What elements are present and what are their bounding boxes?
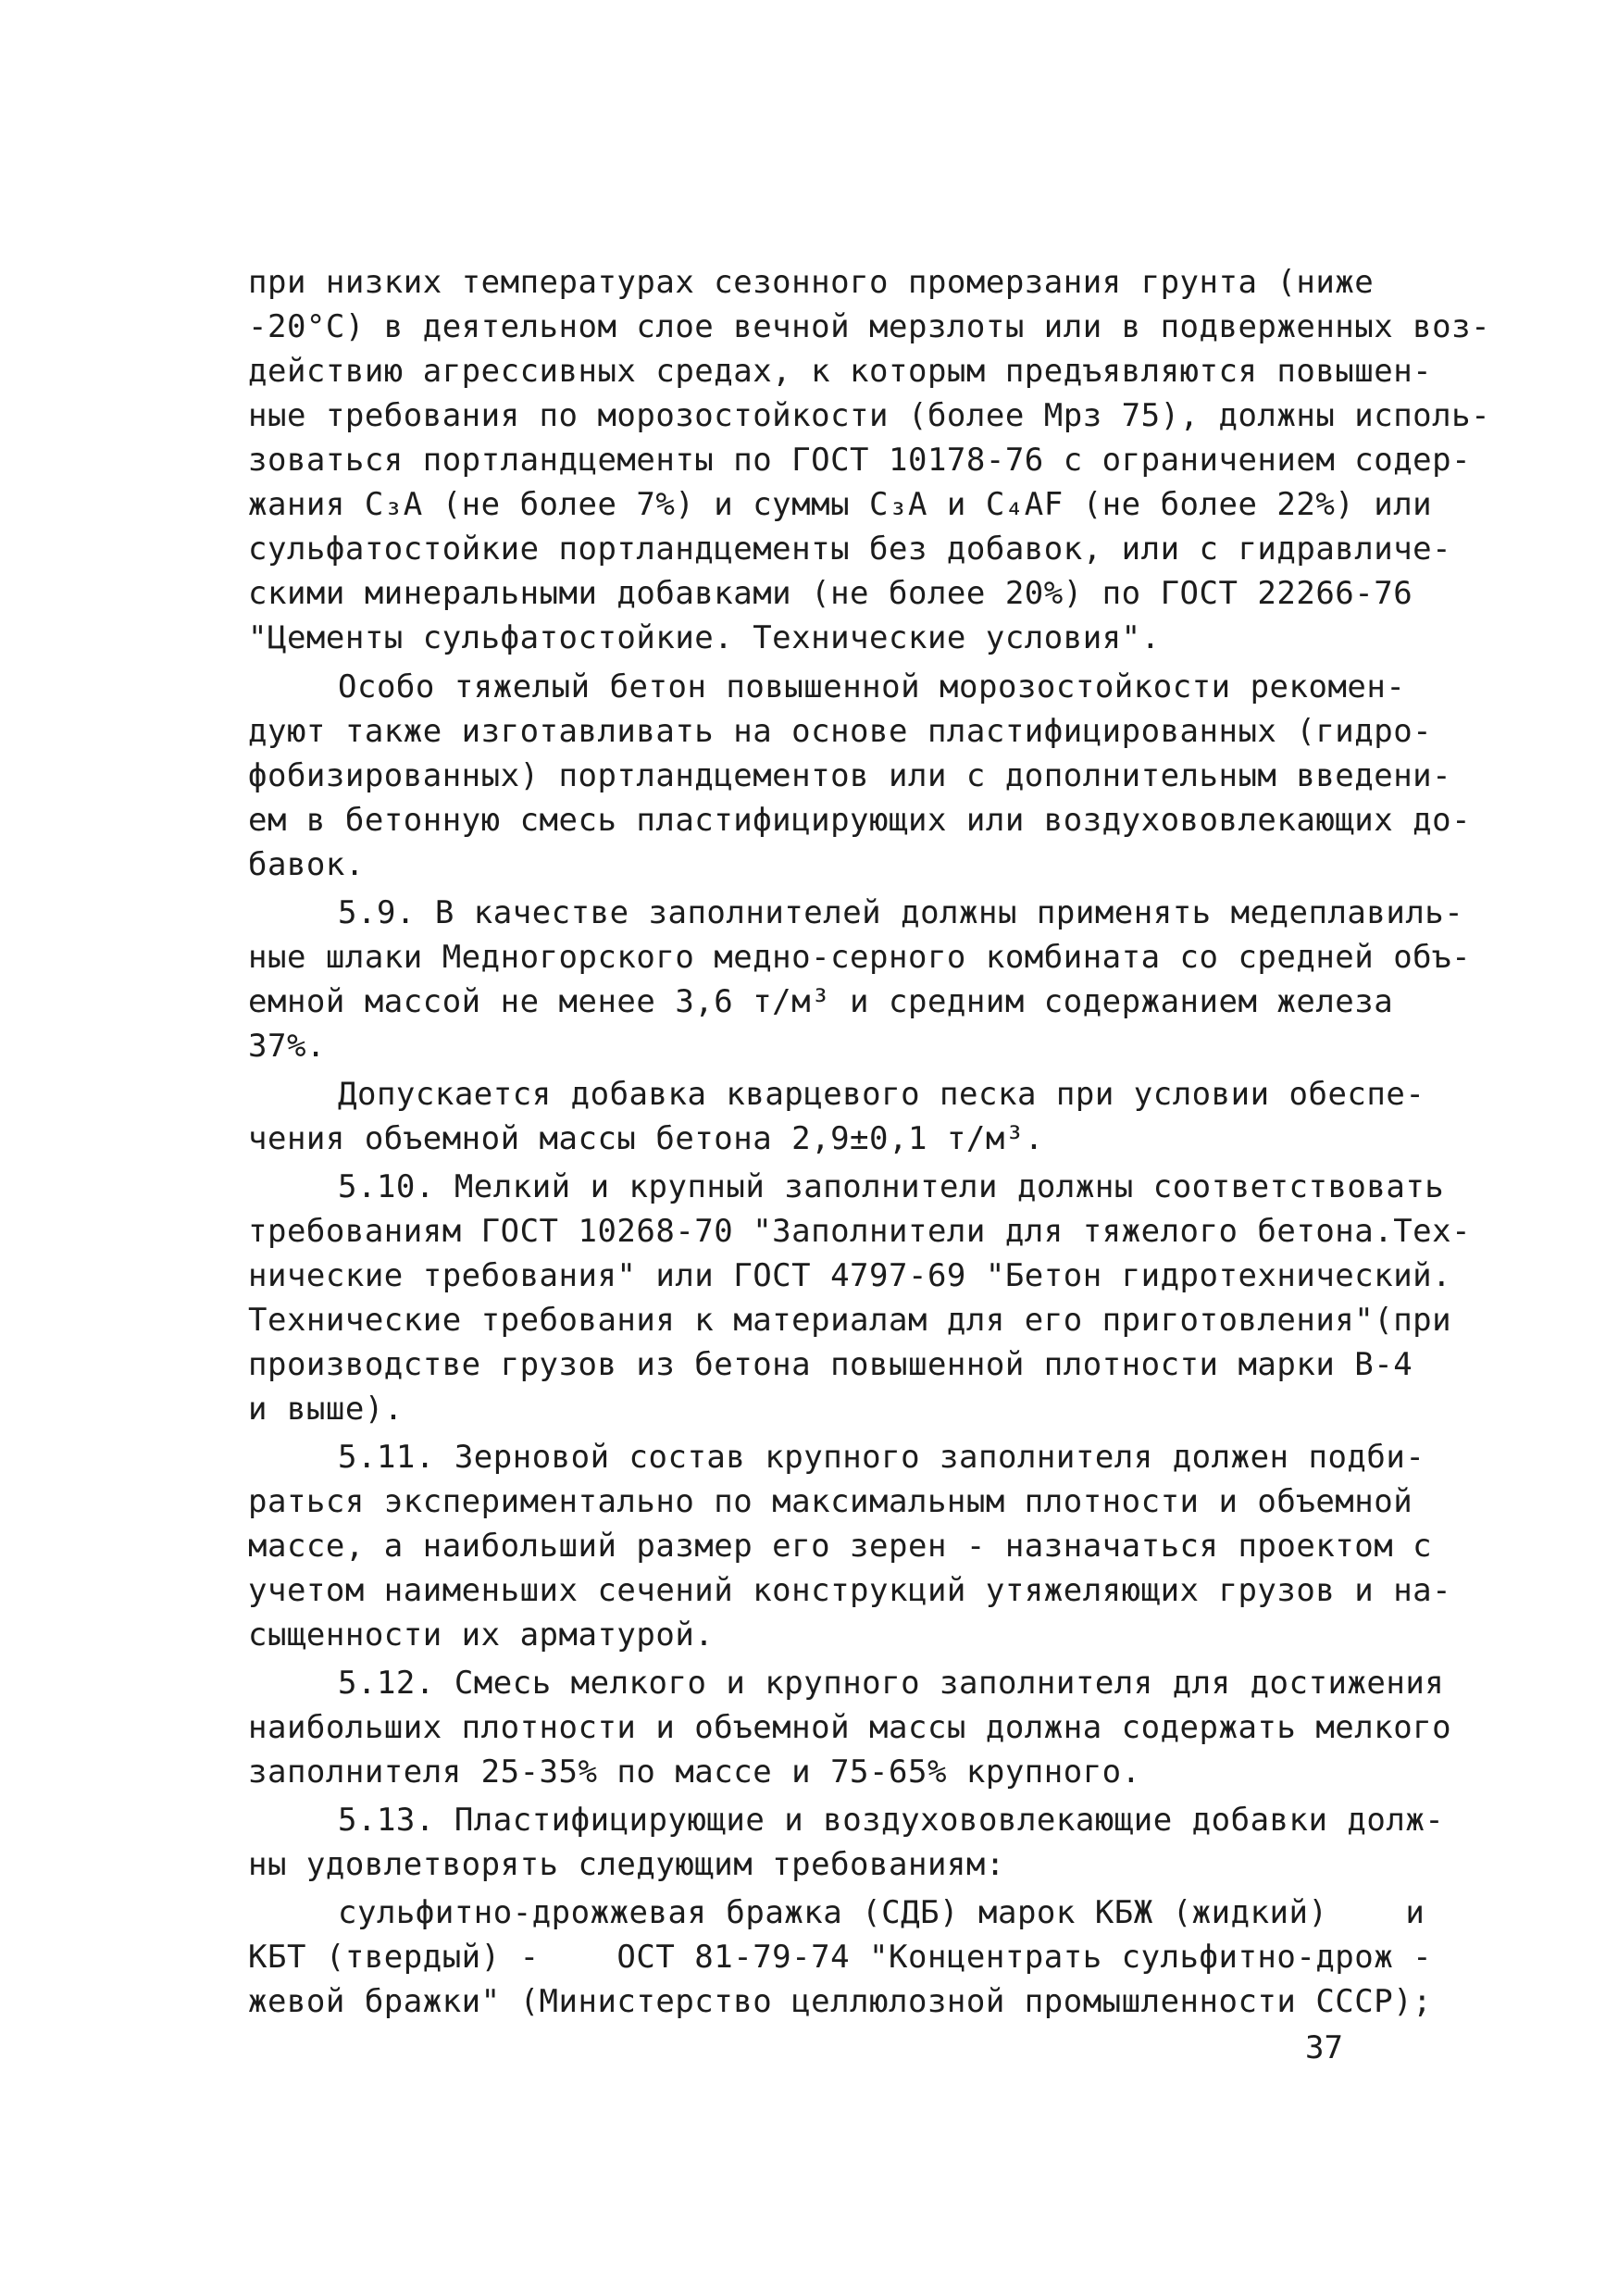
text-line: нические требования" или ГОСТ 4797-69 "Бетон гидротехнический.: [248, 1257, 1452, 1294]
text-line: бавок.: [248, 846, 365, 883]
text-line: фобизированных) портландцементов или с дополнительным введени-: [248, 757, 1452, 794]
text-line: учетом наименьших сечений конструкций утяжеляющих грузов и на-: [248, 1572, 1452, 1609]
text-line: Особо тяжелый бетон повышенной морозостойкости рекомен-: [338, 668, 1406, 705]
text-line: наибольших плотности и объемной массы должна содержать мелкого: [248, 1709, 1452, 1746]
text-line: скими минеральными добавками (не более 20%) по ГОСТ 22266-76: [248, 575, 1413, 612]
text-line: 5.13. Пластифицирующие и воздухововлекающие добавки долж-: [338, 1802, 1445, 1839]
text-line: раться экспериментально по максимальным плотности и объемной: [248, 1483, 1413, 1520]
text-line: КБТ (твердый) - ОСТ 81-79-74 "Концентрать сульфитно-дрож -: [248, 1939, 1433, 1976]
text-line: жания С₃А (не более 7%) и суммы С₃А и С₄АF (не более 22%) или: [248, 486, 1433, 523]
text-line: 37%.: [248, 1028, 326, 1065]
text-line: Допускается добавка кварцевого песка при условии обеспе-: [338, 1076, 1425, 1113]
text-line: чения объемной массы бетона 2,9±0,1 т/м³.: [248, 1120, 1044, 1157]
text-line: зоваться портландцементы по ГОСТ 10178-76 с ограничением содер-: [248, 442, 1472, 479]
page-number: 37: [1305, 2029, 1343, 2066]
text-line: массе, а наибольший размер его зерен - назначаться проектом с: [248, 1528, 1433, 1565]
text-line: сульфитно-дрожжевая бражка (СДБ) марок КБЖ (жидкий) и: [338, 1894, 1425, 1931]
text-line: сульфатостойкие портландцементы без добавок, или с гидравличе-: [248, 530, 1452, 568]
text-line: 5.11. Зерновой состав крупного заполнителя должен подби-: [338, 1439, 1425, 1476]
text-line: Технические требования к материалам для его приготовления"(при: [248, 1302, 1452, 1339]
text-line: и выше).: [248, 1391, 404, 1428]
text-line: ем в бетонную смесь пластифицирующих или воздухововлекающих до-: [248, 802, 1472, 839]
text-line: при низких температурах сезонного промерзания грунта (ниже: [248, 264, 1375, 301]
text-line: дуют также изготавливать на основе пластифицированных (гидро-: [248, 713, 1433, 750]
text-line: ны удовлетворять следующим требованиям:: [248, 1846, 1005, 1883]
text-line: 5.10. Мелкий и крупный заполнители должны соответствовать: [338, 1168, 1445, 1205]
text-line: -20°С) в деятельном слое вечной мерзлоты или в подверженных воз-: [248, 308, 1491, 345]
text-line: производстве грузов из бетона повышенной плотности марки В-4: [248, 1346, 1413, 1383]
text-line: ные требования по морозостойкости (более Мрз 75), должны исполь-: [248, 397, 1491, 434]
text-line: емной массой не менее 3,6 т/м³ и средним содержанием железа: [248, 983, 1394, 1020]
text-line: требованиям ГОСТ 10268-70 "Заполнители для тяжелого бетона.Тех-: [248, 1213, 1472, 1250]
text-line: действию агрессивных средах, к которым предъявляются повышен-: [248, 353, 1433, 390]
text-line: заполнителя 25-35% по массе и 75-65% крупного.: [248, 1753, 1141, 1791]
text-line: сыщенности их арматурой.: [248, 1616, 715, 1653]
text-line: 5.9. В качестве заполнителей должны применять медеплавиль-: [338, 894, 1464, 931]
text-line: ные шлаки Медногорского медно-серного комбината со средней объ-: [248, 939, 1472, 976]
text-line: "Цементы сульфатостойкие. Технические условия".: [248, 619, 1161, 656]
text-line: 5.12. Смесь мелкого и крупного заполнителя для достижения: [338, 1665, 1445, 1702]
text-line: жевой бражки" (Министерство целлюлозной промышленности СССР);: [248, 1983, 1433, 2020]
